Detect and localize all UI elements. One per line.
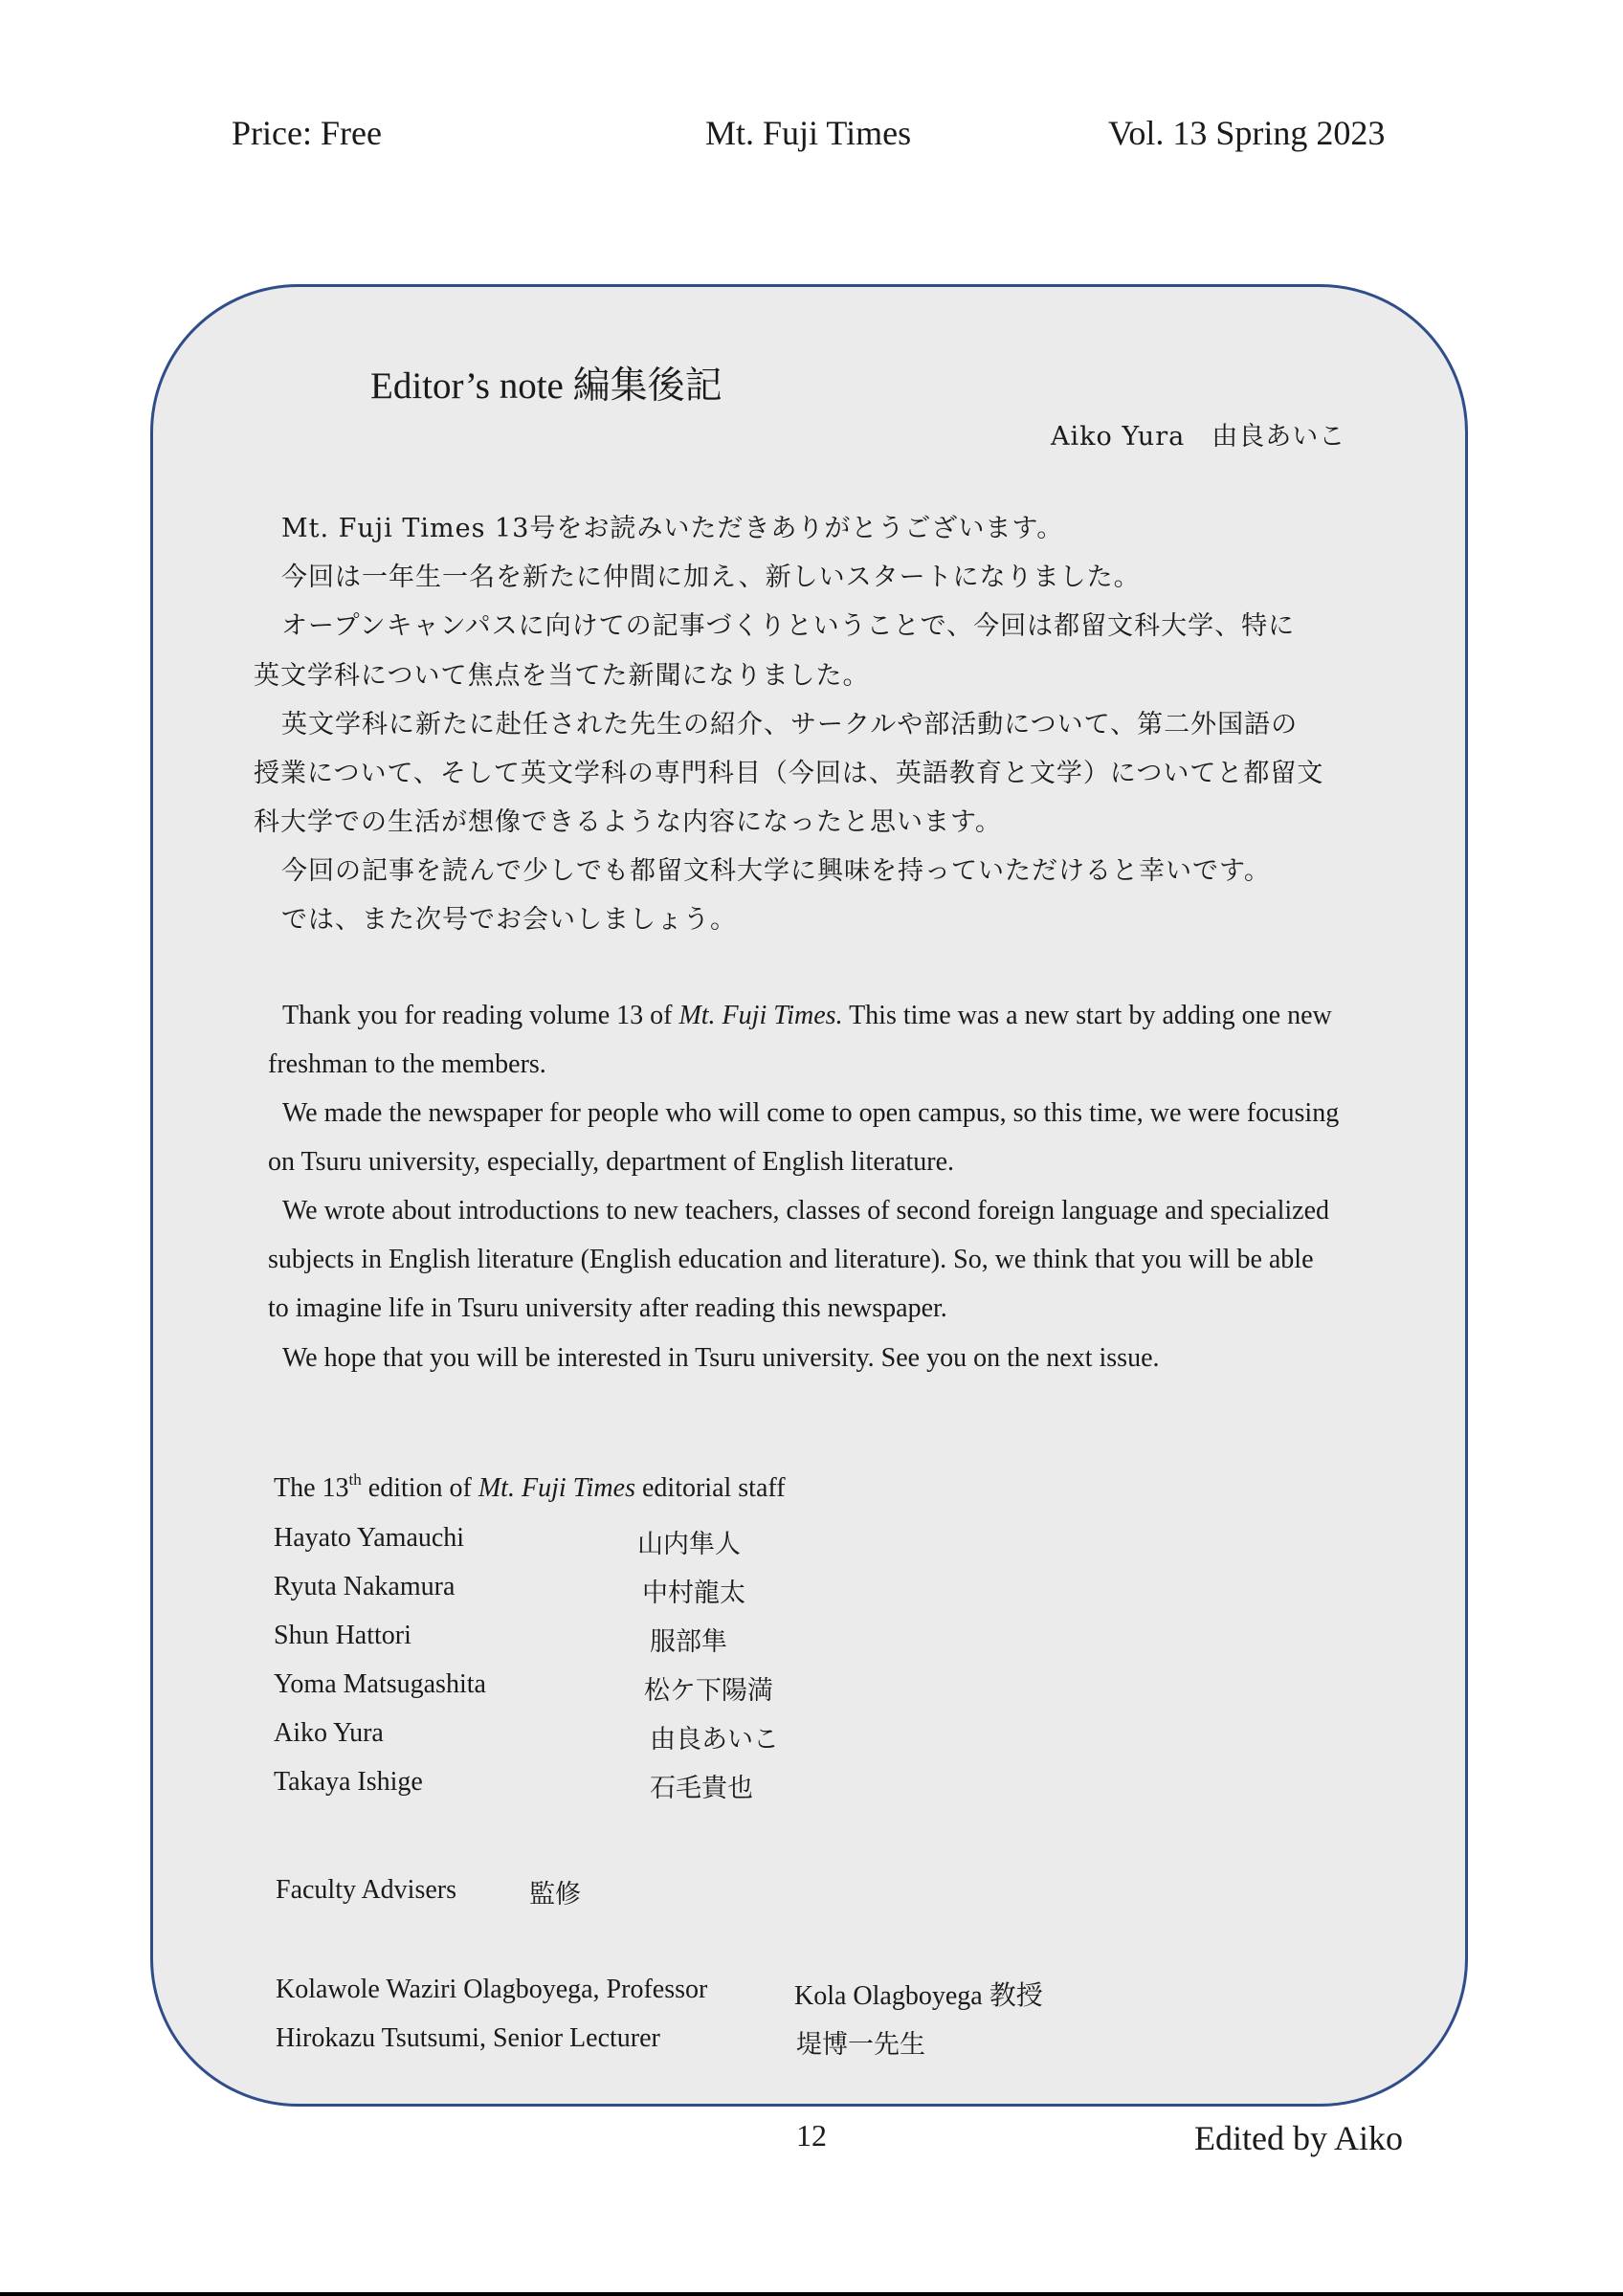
advisers-label: Faculty Advisers xyxy=(276,1875,456,1905)
staff-name-en: Hayato Yamauchi xyxy=(274,1523,465,1553)
jp-line: では、また次号でお会いしましょう。 xyxy=(281,905,737,935)
jp-line: 今回は一年生一名を新たに仲間に加え、新しいスタートになりました。 xyxy=(281,563,1141,592)
newspaper-masthead: Mt. Fuji Times xyxy=(705,114,912,152)
staff-heading-sup: th xyxy=(348,1470,362,1489)
staff-name-en: Shun Hattori xyxy=(274,1621,411,1650)
en-line xyxy=(282,1001,1332,1031)
en-intro-title: Mt. Fuji Times. xyxy=(678,1001,843,1030)
en-line: on Tsuru university, especially, department of English literature. xyxy=(268,1147,955,1177)
staff-name-jp: 服部隼 xyxy=(650,1627,727,1657)
staff-name-jp: 中村龍太 xyxy=(642,1578,745,1608)
price-label: Price: Free xyxy=(232,114,382,152)
staff-name-en: Ryuta Nakamura xyxy=(274,1572,456,1601)
edited-by-label: Edited by Aiko xyxy=(1194,2119,1403,2157)
en-line: We hope that you will be interested in Tsuru university. See you on the next issue. xyxy=(282,1343,1160,1373)
staff-name-jp: 松ケ下陽満 xyxy=(644,1676,773,1706)
jp-line: オープンキャンパスに向けての記事づくりということで、今回は都留文科大学、特に xyxy=(281,611,1296,641)
staff-name-jp: 山内隼人 xyxy=(637,1530,741,1559)
adviser-name-en: Kolawole Waziri Olagboyega, Professor xyxy=(276,1975,708,2004)
staff-heading-before: The 13 xyxy=(274,1473,349,1503)
staff-heading-title: Mt. Fuji Times xyxy=(478,1473,635,1503)
jp-line: 英文学科について焦点を当てた新聞になりました。 xyxy=(254,661,870,691)
staff-name-en: Aiko Yura xyxy=(274,1718,384,1748)
staff-name-jp: 由良あいこ xyxy=(650,1725,779,1755)
en-line: freshman to the members. xyxy=(268,1049,546,1079)
adviser-name-en: Hirokazu Tsutsumi, Senior Lecturer xyxy=(276,2023,660,2053)
page-number: 12 xyxy=(796,2118,827,2152)
staff-name-en: Takaya Ishige xyxy=(274,1767,423,1797)
en-line: to imagine life in Tsuru university after reading this newspaper. xyxy=(268,1293,947,1323)
jp-line: 授業について、そして英文学科の専門科目（今回は、英語教育と文学）についてと都留文 xyxy=(254,759,1324,788)
bottom-rule xyxy=(0,2292,1623,2296)
en-line: We made the newspaper for people who will come to open campus, so this time, we were focusing xyxy=(282,1098,1340,1128)
adviser-name-jp: Kola Olagboyega 教授 xyxy=(794,1981,1043,2011)
volume-label: Vol. 13 Spring 2023 xyxy=(1108,114,1386,152)
en-line: subjects in English literature (English education and literature). So, we think that you will be able xyxy=(268,1245,1314,1274)
jp-line: 英文学科に新たに赴任された先生の紹介、サークルや部活動について、第二外国語の xyxy=(281,710,1299,740)
jp-line: 科大学での生活が想像できるような内容になったと思います。 xyxy=(254,807,1002,837)
staff-name-en: Yoma Matsugashita xyxy=(274,1669,486,1699)
jp-line: 今回の記事を読んで少しでも都留文科大学に興味を持っていただけると幸いです。 xyxy=(281,856,1271,886)
jp-line: Mt. Fuji Times 13号をお読みいただきありがとうございます。 xyxy=(281,514,1064,543)
en-intro-after: This time was a new start by adding one new xyxy=(842,1001,1332,1030)
adviser-name-jp: 堤博一先生 xyxy=(796,2030,925,2060)
advisers-label-jp: 監修 xyxy=(529,1880,581,1910)
editors-note-title: Editor’s note 編集後記 xyxy=(370,365,723,407)
en-intro-before: Thank you for reading volume 13 of xyxy=(282,1001,679,1030)
staff-name-jp: 石毛貴也 xyxy=(650,1774,753,1803)
staff-heading xyxy=(274,1470,786,1504)
staff-heading-after: editorial staff xyxy=(634,1473,786,1503)
en-line: We wrote about introductions to new teachers, classes of second foreign language and specialized xyxy=(282,1196,1330,1225)
staff-heading-middle: edition of xyxy=(361,1473,478,1503)
author-byline: Aiko Yura 由良あいこ xyxy=(1051,422,1346,452)
